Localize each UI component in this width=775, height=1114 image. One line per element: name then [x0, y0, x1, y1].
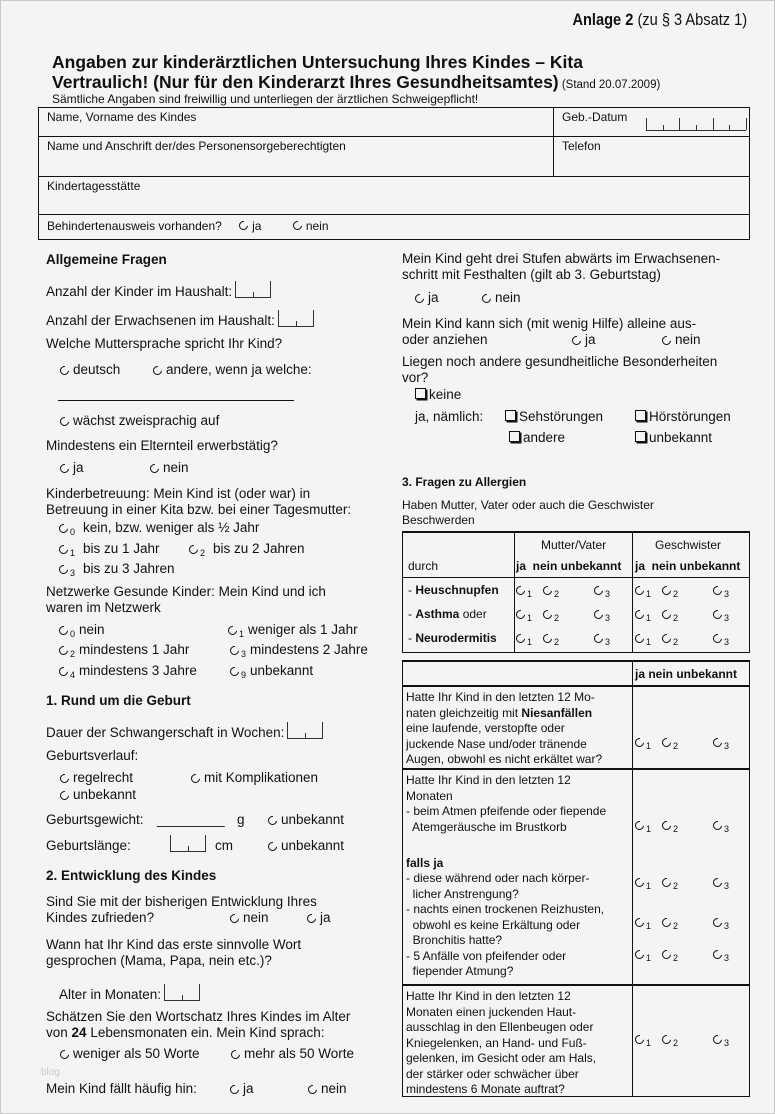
satisfied-yes-radio[interactable]: ja: [307, 910, 331, 926]
other-health-question-line1: Liegen noch andere gesundheitliche Besonderheiten: [402, 354, 718, 369]
parents-hayfever-option-3[interactable]: 3: [594, 583, 614, 599]
child-col-answers: ja nein unbekannt: [635, 667, 738, 681]
hearing-checkbox[interactable]: Hörstörungen: [635, 409, 731, 425]
form-title: Angaben zur kinderärztlichen Untersuchung Ihres Kindes – Kita: [52, 52, 583, 72]
info-row-name: [38, 107, 750, 137]
radio-icon: [58, 1048, 71, 1061]
radio-icon: [633, 819, 646, 832]
child-wheeze-attacks-option-1[interactable]: 1: [635, 947, 655, 963]
dress-question-line1: Mein Kind kann sich (mit wenig Hilfe) alleine aus-: [402, 316, 697, 331]
radio-icon: [413, 292, 426, 305]
falls-question: Mein Kind fällt häufig hin:: [46, 1081, 197, 1096]
stairs-question-line1: Mein Kind geht drei Stufen abwärts im Erwachsenen-: [402, 251, 721, 266]
radio-icon: [711, 876, 724, 889]
radio-icon: [229, 1048, 242, 1061]
siblings-asthma-option-2[interactable]: 2: [662, 607, 682, 623]
child-name-label: Name, Vorname des Kindes: [47, 110, 197, 124]
child-eczema-option-1[interactable]: 1: [635, 1032, 655, 1048]
dress-question-line2: oder anziehen: [402, 332, 488, 347]
age-months-question: Alter in Monaten:: [59, 984, 200, 1003]
children-count-input[interactable]: [235, 281, 271, 298]
radio-icon: [711, 584, 724, 597]
radio-icon: [570, 334, 583, 347]
adults-count-question: Anzahl der Erwachsenen im Haushalt:: [46, 310, 314, 329]
vocab-less-radio[interactable]: weniger als 50 Worte: [60, 1046, 200, 1062]
radio-icon: [291, 219, 304, 232]
child-night-cough-option-2[interactable]: 2: [662, 915, 682, 931]
bilingual-radio[interactable]: wächst zweisprachig auf: [60, 413, 219, 429]
child-night-cough-option-3[interactable]: 3: [713, 915, 733, 931]
network-option-3[interactable]: $_3$ mindestens 2 Jahre: [230, 642, 368, 662]
radio-icon: [633, 632, 646, 645]
lang-other-radio[interactable]: andere, wenn ja welche:: [153, 362, 312, 378]
birth-length-unknown-radio[interactable]: unbekannt: [268, 838, 344, 854]
siblings-neurodermitis-option-1[interactable]: 1: [635, 631, 655, 647]
radio-icon: [57, 644, 70, 657]
parents-hayfever-option-2[interactable]: 2: [543, 583, 563, 599]
dob-digit-boxes[interactable]: [646, 118, 746, 131]
radio-icon: [305, 912, 318, 925]
child-wheeze-attacks-option-3[interactable]: 3: [713, 947, 733, 963]
child-allergy-table: [402, 660, 750, 1097]
child-wheezing-option-3[interactable]: 3: [713, 818, 733, 834]
pregnancy-weeks-input[interactable]: [287, 722, 323, 739]
kita-label: Kindertagesstätte: [47, 179, 141, 193]
birth-length-unit: cm: [215, 838, 233, 853]
siblings-hayfever-option-1[interactable]: 1: [635, 583, 655, 599]
first-word-question-line1: Wann hat Ihr Kind das erste sinnvolle Wort: [46, 937, 302, 952]
allergies-intro-line1: Haben Mutter, Vater oder auch die Geschwister: [402, 498, 654, 512]
language-question: Welche Muttersprache spricht Ihr Kind?: [46, 336, 283, 351]
radio-icon: [514, 632, 527, 645]
radio-icon: [660, 876, 673, 889]
stairs-question-line2: schritt mit Festhalten (gilt ab 3. Geburtstag): [402, 267, 661, 282]
children-count-question: Anzahl der Kinder im Haushalt:: [46, 281, 271, 300]
disability-no-radio[interactable]: nein: [293, 219, 329, 233]
satisfied-no-radio[interactable]: nein: [230, 910, 269, 926]
pregnancy-weeks-question: Dauer der Schwangerschaft in Wochen:: [46, 722, 323, 741]
yes-namely-label: ja, nämlich:: [415, 409, 484, 424]
dob-label: Geb.-Datum: [562, 110, 628, 124]
other-health-question-line2: vor?: [402, 370, 429, 385]
radio-icon: [480, 292, 493, 305]
care-option-1[interactable]: $_1$ bis zu 1 Jahr: [59, 541, 160, 561]
radio-icon: [660, 632, 673, 645]
radio-icon: [660, 608, 673, 621]
radio-icon: [633, 736, 646, 749]
radio-icon: [711, 632, 724, 645]
birth-heading: 1. Rund um die Geburt: [46, 693, 191, 708]
parents-asthma-option-1[interactable]: 1: [516, 607, 536, 623]
parent-employed-yes-radio[interactable]: ja: [60, 460, 84, 476]
radio-icon: [633, 608, 646, 621]
radio-icon: [237, 219, 250, 232]
child-eczema-option-3[interactable]: 3: [713, 1032, 733, 1048]
row-asthma-label: - Asthma oder: [408, 607, 487, 621]
age-months-input[interactable]: [164, 984, 200, 1001]
radio-icon: [660, 334, 673, 347]
falls-yes-radio[interactable]: ja: [230, 1081, 254, 1097]
dress-yes-radio[interactable]: ja: [572, 332, 596, 348]
child-wheezing-option-2[interactable]: 2: [662, 818, 682, 834]
adults-count-input[interactable]: [278, 310, 314, 327]
radio-icon: [711, 1033, 724, 1046]
radio-icon: [266, 814, 279, 827]
disability-yes-radio[interactable]: ja: [239, 219, 261, 233]
checkbox-icon: [415, 388, 426, 399]
child-exertion-option-2[interactable]: 2: [662, 875, 682, 891]
network-option-4[interactable]: $_4$ mindestens 3 Jahre: [59, 663, 197, 683]
parent-employed-no-radio[interactable]: nein: [150, 460, 189, 476]
siblings-asthma-option-1[interactable]: 1: [635, 607, 655, 623]
radio-icon: [57, 522, 70, 535]
birth-weight-unknown-radio[interactable]: unbekannt: [268, 812, 344, 828]
radio-icon: [660, 916, 673, 929]
child-q-eczema: Hatte Ihr Kind in den letzten 12 Monaten einen juckenden Haut- ausschlag in den Ellenbeugen oder Kniegelenken, an Hand- und Fuß- gelenken, im Gesicht oder am Hals, der stärker oder schwächer über mindestens 6 Monate auftrat?: [406, 989, 597, 1096]
network-option-0[interactable]: $_0$ nein: [59, 622, 105, 642]
radio-icon: [57, 543, 70, 556]
satisfied-question-line1: Sind Sie mit der bisherigen Entwicklung Ihres: [46, 894, 317, 909]
unknown-checkbox[interactable]: unbekannt: [635, 430, 712, 446]
allergies-intro-line2: Beschwerden: [402, 513, 475, 527]
radio-icon: [514, 608, 527, 621]
vocab-question-line2: von 24 Lebensmonaten ein. Mein Kind sprach:: [46, 1025, 325, 1040]
col-answers-parents: ja nein unbekannt: [516, 559, 622, 573]
radio-icon: [58, 789, 71, 802]
siblings-hayfever-option-2[interactable]: 2: [662, 583, 682, 599]
radio-icon: [541, 608, 554, 621]
radio-icon: [660, 736, 673, 749]
child-sneezing-option-3[interactable]: 3: [713, 735, 733, 751]
radio-icon: [660, 819, 673, 832]
child-night-cough-option-1[interactable]: 1: [635, 915, 655, 931]
info-row-kita: [38, 177, 750, 215]
network-option-9[interactable]: $_9$ unbekannt: [230, 663, 313, 683]
row-hayfever-label: - Heuschnupfen: [408, 583, 499, 597]
vision-checkbox[interactable]: Sehstörungen: [505, 409, 603, 425]
birth-complications-radio[interactable]: mit Komplikationen: [191, 770, 318, 786]
child-wheezing-option-1[interactable]: 1: [635, 818, 655, 834]
watermark: blog: [41, 1067, 60, 1078]
radio-icon: [633, 584, 646, 597]
radio-icon: [189, 772, 202, 785]
form-confidential-title: Vertraulich! (Nur für den Kinderarzt Ihres Gesundheitsamtes) (Stand 20.07.2009): [52, 72, 661, 92]
child-name-field[interactable]: [39, 108, 553, 136]
care-option-3[interactable]: $_3$ bis zu 3 Jahren: [59, 561, 175, 581]
dress-no-radio[interactable]: nein: [662, 332, 701, 348]
birth-weight-input[interactable]: _________: [157, 812, 225, 827]
child-exertion-option-1[interactable]: 1: [635, 875, 655, 891]
vocab-more-radio[interactable]: mehr als 50 Worte: [231, 1046, 354, 1062]
radio-icon: [633, 876, 646, 889]
care-option-0[interactable]: $_0$ kein, bzw. weniger als ½ Jahr: [59, 520, 259, 540]
allergies-heading: 3. Fragen zu Allergien: [402, 475, 527, 489]
parents-hayfever-option-1[interactable]: 1: [516, 583, 536, 599]
radio-icon: [660, 584, 673, 597]
kita-field[interactable]: [39, 177, 749, 214]
radio-icon: [306, 1083, 319, 1096]
radio-icon: [592, 632, 605, 645]
network-option-2[interactable]: $_2$ mindestens 1 Jahr: [59, 642, 189, 662]
radio-icon: [711, 608, 724, 621]
radio-icon: [57, 665, 70, 678]
child-sneezing-option-2[interactable]: 2: [662, 735, 682, 751]
child-eczema-option-2[interactable]: 2: [662, 1032, 682, 1048]
checkbox-icon: [509, 431, 520, 442]
lang-other-input[interactable]: [58, 400, 294, 401]
child-wheeze-attacks-option-2[interactable]: 2: [662, 947, 682, 963]
radio-icon: [57, 624, 70, 637]
disability-question: Behindertenausweis vorhanden?: [47, 219, 222, 233]
birth-weight-unit: g: [237, 812, 245, 827]
parents-asthma-option-2[interactable]: 2: [543, 607, 563, 623]
radio-icon: [541, 632, 554, 645]
radio-icon: [660, 948, 673, 961]
col-answers-siblings: ja nein unbekannt: [635, 559, 741, 573]
stairs-yes-radio[interactable]: ja: [415, 290, 439, 306]
radio-icon: [711, 916, 724, 929]
satisfied-question-line2: Kindes zufrieden?: [46, 910, 155, 925]
lang-german-radio[interactable]: deutsch: [60, 362, 120, 378]
form-date: (Stand 20.07.2009): [558, 79, 661, 91]
dob-field[interactable]: [553, 108, 749, 136]
birth-length-input[interactable]: [167, 835, 206, 854]
phone-label: Telefon: [562, 139, 601, 153]
radio-icon: [151, 364, 164, 377]
col-siblings: Geschwister: [655, 538, 722, 552]
privacy-note: Sämtliche Angaben sind freiwillig und unterliegen der ärztlichen Schweigepflicht!: [52, 92, 479, 106]
radio-icon: [58, 415, 71, 428]
siblings-hayfever-option-3[interactable]: 3: [713, 583, 733, 599]
radio-icon: [633, 916, 646, 929]
network-question-line2: waren im Netzwerk: [46, 600, 161, 615]
radio-icon: [711, 948, 724, 961]
info-row-guardian: [38, 137, 750, 177]
none-checkbox[interactable]: keine: [415, 387, 461, 403]
radio-icon: [711, 819, 724, 832]
child-q-sneezing: Hatte Ihr Kind in den letzten 12 Mo- naten gleichzeitig mit Niesanfällen eine laufende, verstopfte oder juckende Nase und/oder tränende Augen, obwohl es nicht erkältet war?: [406, 690, 603, 766]
birth-length-label: Geburtslänge:: [46, 838, 131, 853]
family-allergy-table: [402, 531, 750, 653]
child-sneezing-option-1[interactable]: 1: [635, 735, 655, 751]
radio-icon: [226, 624, 239, 637]
radio-icon: [514, 584, 527, 597]
child-q-wheezing: Hatte Ihr Kind in den letzten 12 Monaten - beim Atmen pfeifende oder fiepende Atemgeräusche im Brustkorb: [406, 773, 607, 834]
radio-icon: [592, 584, 605, 597]
radio-icon: [592, 608, 605, 621]
radio-icon: [633, 1033, 646, 1046]
radio-icon: [187, 543, 200, 556]
radio-icon: [57, 563, 70, 576]
parents-neurodermitis-option-2[interactable]: 2: [543, 631, 563, 647]
network-option-1[interactable]: $_1$ weniger als 1 Jahr: [228, 622, 358, 642]
other-checkbox[interactable]: andere: [509, 430, 565, 446]
radio-icon: [266, 840, 279, 853]
parents-neurodermitis-option-1[interactable]: 1: [516, 631, 536, 647]
radio-icon: [228, 912, 241, 925]
radio-icon: [633, 948, 646, 961]
radio-icon: [660, 1033, 673, 1046]
guardian-field[interactable]: [39, 137, 553, 176]
birth-course-label: Geburtsverlauf:: [46, 748, 139, 763]
birth-normal-radio[interactable]: regelrecht: [60, 770, 133, 786]
network-question-line1: Netzwerke Gesunde Kinder: Mein Kind und ich: [46, 584, 326, 599]
vocab-question-line1: Schätzen Sie den Wortschatz Ihres Kindes im Alter: [46, 1009, 351, 1024]
row-neurodermitis-label: - Neurodermitis: [408, 631, 497, 645]
siblings-neurodermitis-option-2[interactable]: 2: [662, 631, 682, 647]
annex-label: Anlage 2 (zu § 3 Absatz 1): [572, 10, 747, 29]
parent-employed-question: Mindestens ein Elternteil erwerbstätig?: [46, 438, 278, 453]
checkbox-icon: [635, 431, 646, 442]
birth-weight-label: Geburtsgewicht:: [46, 812, 144, 827]
checkbox-icon: [505, 410, 516, 421]
radio-icon: [541, 584, 554, 597]
radio-icon: [711, 736, 724, 749]
general-heading: Allgemeine Fragen: [46, 252, 167, 267]
parents-asthma-option-3[interactable]: 3: [594, 607, 614, 623]
child-q-if-yes: falls ja: [406, 856, 444, 870]
checkbox-icon: [635, 410, 646, 421]
care-question-line1: Kinderbetreuung: Mein Kind ist (oder war) in: [46, 486, 311, 501]
radio-icon: [58, 462, 71, 475]
phone-field[interactable]: [553, 137, 749, 176]
stairs-no-radio[interactable]: nein: [482, 290, 521, 306]
child-exertion-option-3[interactable]: 3: [713, 875, 733, 891]
guardian-label: Name und Anschrift der/des Personensorgeberechtigten: [47, 139, 346, 153]
siblings-neurodermitis-option-3[interactable]: 3: [713, 631, 733, 647]
radio-icon: [148, 462, 161, 475]
radio-icon: [58, 364, 71, 377]
radio-icon: [228, 644, 241, 657]
radio-icon: [58, 772, 71, 785]
radio-icon: [228, 1083, 241, 1096]
siblings-asthma-option-3[interactable]: 3: [713, 607, 733, 623]
child-q-followups: - diese während oder nach körper- licher Anstrengung? - nachts einen trockenen Reizhusten, obwohl es keine Erkältung oder Bronchitis hatte? - 5 Anfälle von pfeifender oder fiepender Atmung?: [406, 871, 605, 978]
parents-neurodermitis-option-3[interactable]: 3: [594, 631, 614, 647]
info-row-disability: [38, 215, 750, 240]
development-heading: 2. Entwicklung des Kindes: [46, 868, 217, 883]
birth-unknown-radio[interactable]: unbekannt: [60, 787, 136, 803]
radio-icon: [228, 665, 241, 678]
col-parents: Mutter/Vater: [541, 538, 607, 552]
falls-no-radio[interactable]: nein: [308, 1081, 347, 1097]
first-word-question-line2: gesprochen (Mama, Papa, nein etc.)?: [46, 953, 272, 968]
care-option-2[interactable]: $_2$ bis zu 2 Jahren: [189, 541, 305, 561]
care-question-line2: Betreuung in einer Kita bzw. bei einer Tagesmutter:: [46, 502, 352, 517]
col-durch: durch: [408, 559, 439, 573]
